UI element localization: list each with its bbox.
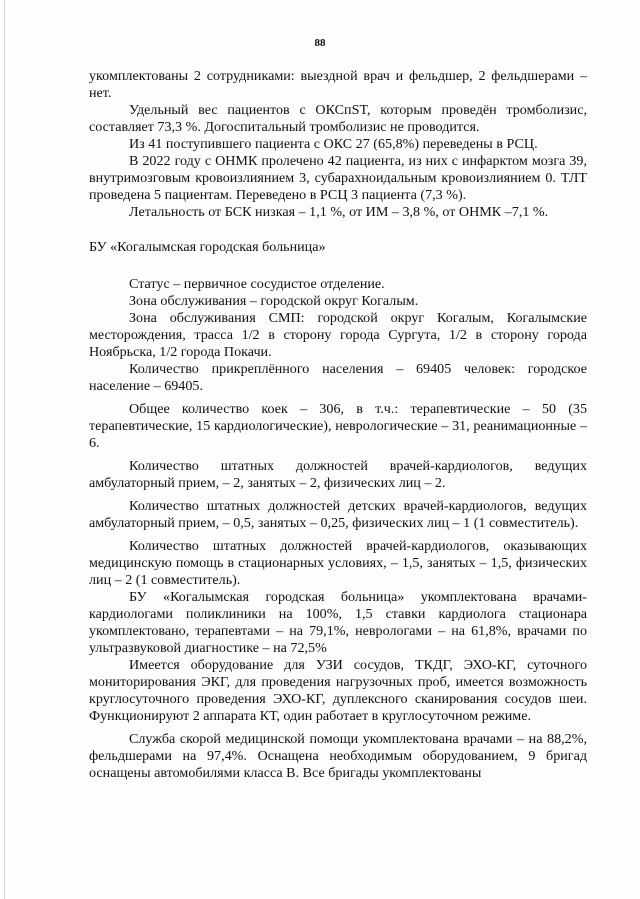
paragraph: Количество штатных должностей врачей-кардиологов, ведущих амбулаторный прием, – 2, занятых – 2, физических лиц – 2. — [89, 458, 587, 491]
paragraph: Количество штатных должностей врачей-кардиологов, оказывающих медицинскую помощь в стационарных условиях, – 1,5, занятых – 1,5, физических лиц – 2 (1 совместитель). — [89, 538, 587, 588]
paragraph: В 2022 году с ОНМК пролечено 42 пациента, из них с инфарктом мозга 39, внутримозговым кровоизлиянием 3, субарахноидальным кровоизлиянием 0. ТЛТ проведена 5 пациентам. Переведено в РСЦ 3 пациента (7,3 %). — [89, 153, 587, 203]
document-body — [89, 68, 587, 782]
paragraph: Летальность от БСК низкая – 1,1 %, от ИМ – 3,8 %, от ОНМК –7,1 %. — [129, 204, 549, 220]
paragraph: БУ «Когалымская городская больница» укомплектована врачами-кардиологами поликлиники на 100%, 1,5 ставки кардиолога стационара укомплектовано, терапевтами – на 79,1%, неврологами – на 61,8%, врачами по ультразвуковой диагностике – на 72,5% — [89, 589, 587, 656]
paragraph: Имеется оборудование для УЗИ сосудов, ТКДГ, ЭХО-КГ, суточного мониторирования ЭКГ, для проведения нагрузочных проб, имеется возможность круглосуточного проведения ЭХО-КГ, дуплексного сканирования сосудов шеи. Функционируют 2 аппарата КТ, один работает в круглосуточном режиме. — [89, 657, 587, 724]
paragraph: Статус – первичное сосудистое отделение. — [129, 276, 385, 292]
paragraph: Зона обслуживания СМП: городской округ Когалым, Когалымские месторождения, трасса 1/2 в сторону города Сургута, 1/2 в сторону города Ноябрьска, 1/2 города Покачи. — [89, 310, 587, 360]
paragraph: укомплектованы 2 сотрудниками: выездной врач и фельдшер, 2 фельдшерами – нет. — [89, 68, 587, 101]
paragraph: Зона обслуживания – городской округ Когалым. — [129, 293, 419, 309]
page-number: 88 — [314, 37, 326, 49]
paragraph: Количество прикреплённого населения – 69405 человек: городское население – 69405. — [89, 361, 587, 394]
paragraph: Общее количество коек – 306, в т.ч.: терапевтические – 50 (35 терапевтические, 15 кардиологические), неврологические – 31, реанимационные – 6. — [89, 401, 587, 451]
paragraph: Из 41 поступившего пациента с ОКС 27 (65,8%) переведены в РСЦ. — [129, 136, 538, 152]
page-edge-line — [4, 0, 5, 899]
paragraph: Удельный вес пациентов с ОКСпST, которым проведён тромболизис, составляет 73,3 %. Догоспитальный тромболизис не проводится. — [89, 102, 587, 135]
paragraph: Количество штатных должностей детских врачей-кардиологов, ведущих амбулаторный прием, – 0,5, занятых – 0,25, физических лиц – 1 (1 совместитель). — [89, 498, 587, 531]
section-heading: БУ «Когалымская городская больница» — [89, 239, 326, 255]
paragraph: Служба скорой медицинской помощи укомплектована врачами – на 88,2%, фельдшерами на 97,4%. Оснащена необходимым оборудованием, 9 бригад оснащены автомобилями класса В. Все бригады укомплектованы — [89, 731, 587, 781]
